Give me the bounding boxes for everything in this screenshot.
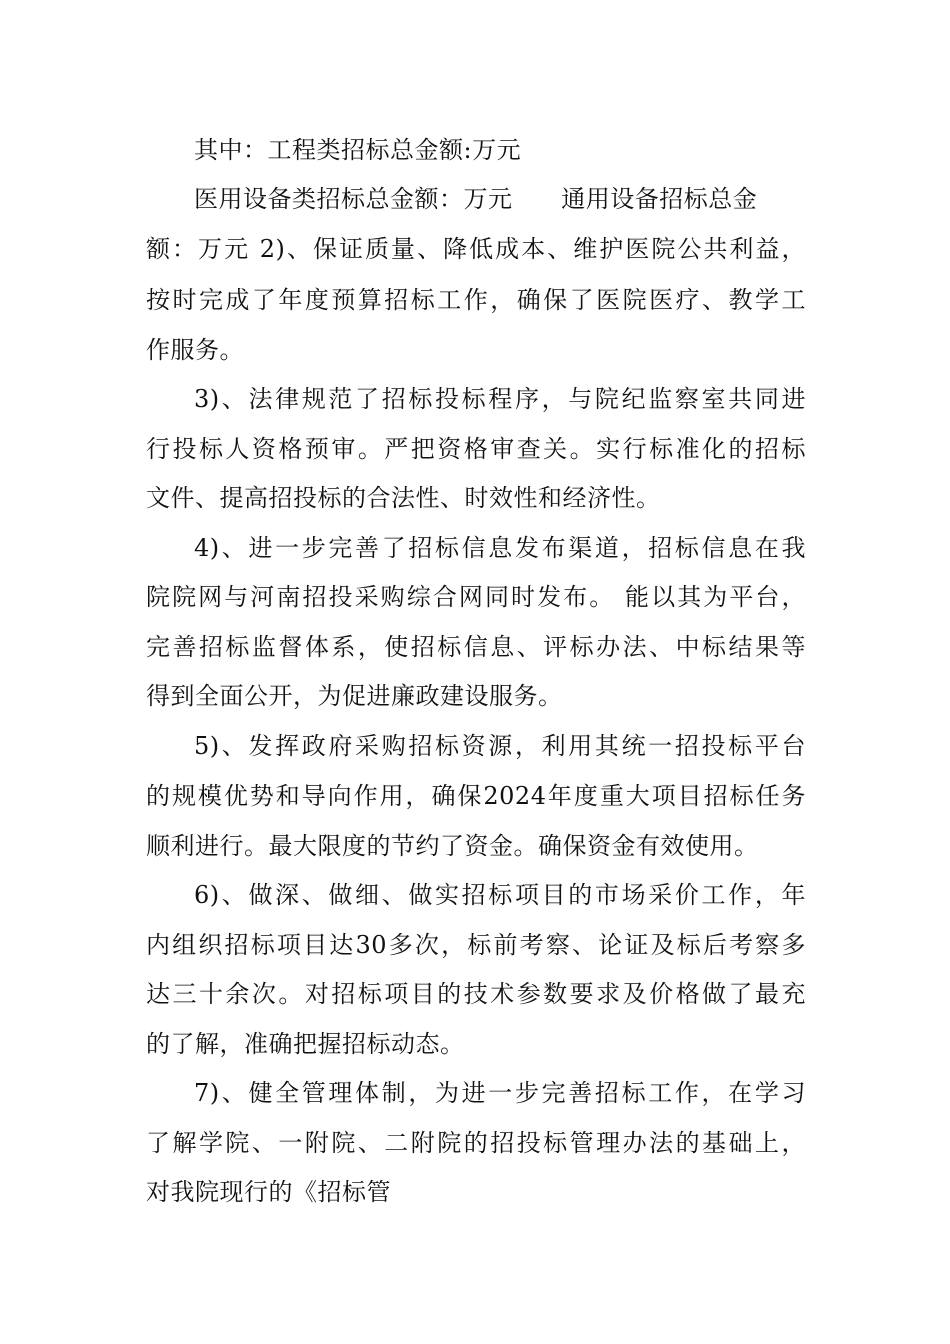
text-line: 7)、健全管理体制，为进一步完善招标工作，在学习 bbox=[194, 1079, 806, 1107]
text-line: 院院网与河南招投采购综合网同时发布。 能以其为平台， bbox=[146, 583, 806, 611]
text-line: 6)、做深、做细、做实招标项目的市场采价工作，年 bbox=[194, 881, 806, 909]
text-line: 内组织招标项目达30多次，标前考察、论证及标后考察多 bbox=[146, 931, 806, 959]
text-line: 3)、法律规范了招标投标程序，与院纪监察室共同进 bbox=[194, 385, 806, 413]
text-line: 的规模优势和导向作用，确保2024年度重大项目招标任务 bbox=[146, 782, 806, 810]
text-line: 得到全面公开，为促进廉政建设服务。 bbox=[146, 682, 563, 710]
text-line: 作服务。 bbox=[146, 336, 244, 364]
text-line: 了解学院、一附院、二附院的招投标管理办法的基础上， bbox=[146, 1129, 806, 1157]
text-line: 文件、提高招投标的合法性、时效性和经济性。 bbox=[146, 484, 661, 512]
text-line: 其中：工程类招标总金额:万元 bbox=[194, 136, 522, 164]
text-line: 完善招标监督体系，使招标信息、评标办法、中标结果等 bbox=[146, 633, 806, 661]
text-line: 4)、进一步完善了招标信息发布渠道，招标信息在我 bbox=[194, 534, 806, 562]
text-line: 的了解，准确把握招标动态。 bbox=[146, 1030, 465, 1058]
text-line: 按时完成了年度预算招标工作，确保了医院医疗、教学工 bbox=[146, 286, 806, 314]
text-line: 对我院现行的《招标管 bbox=[146, 1178, 391, 1206]
text-line: 行投标人资格预审。严把资格审查关。实行标准化的招标 bbox=[146, 435, 806, 463]
text-line: 5)、发挥政府采购招标资源，利用其统一招投标平台 bbox=[194, 732, 806, 760]
text-line: 医用设备类招标总金额：万元 通用设备招标总金 bbox=[194, 185, 758, 213]
text-line: 达三十余次。对招标项目的技术参数要求及价格做了最充 bbox=[146, 980, 806, 1008]
text-line: 额：万元 2)、保证质量、降低成本、维护医院公共利益， bbox=[146, 235, 806, 263]
text-line: 顺利进行。最大限度的节约了资金。确保资金有效使用。 bbox=[146, 832, 759, 860]
